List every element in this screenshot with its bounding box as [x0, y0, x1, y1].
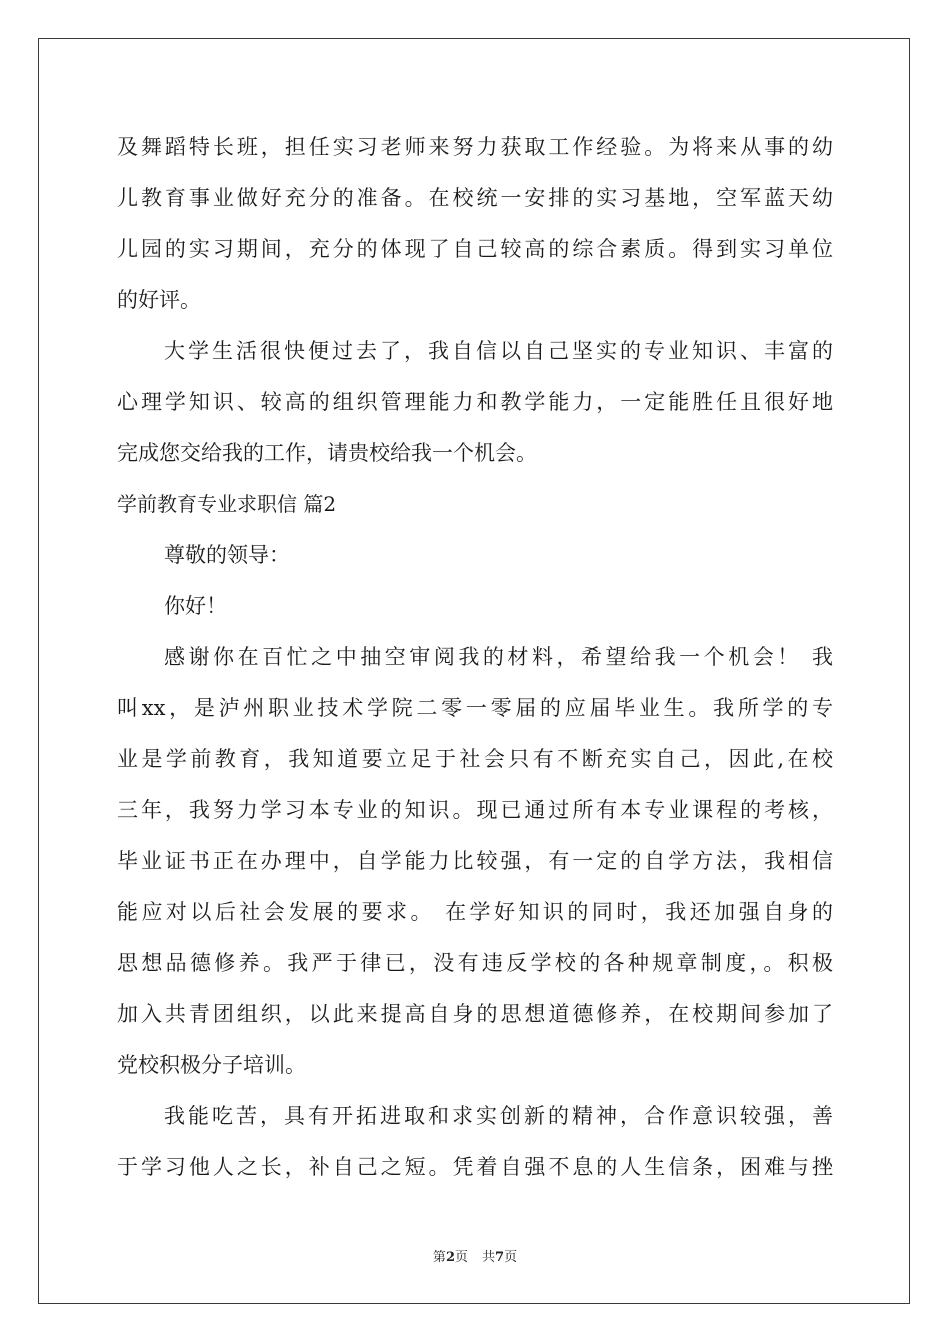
text-line: 你好！: [164, 594, 227, 618]
text-line: 完成您交给我的工作，请贵校给我一个机会。: [117, 441, 537, 465]
page-number: 2: [445, 1250, 455, 1265]
page-footer: [0, 1246, 950, 1265]
page-prefix: 第: [432, 1250, 446, 1265]
total-pages: 7: [495, 1250, 505, 1265]
total-prefix: 共: [482, 1250, 496, 1265]
text-line: 儿园的实习期间，充分的体现了自己较高的综合素质。得到实习单位: [117, 237, 833, 261]
page-suffix: 页: [454, 1250, 468, 1265]
text-line: 叫xx，是泸州职业技术学院二零一零届的应届毕业生。我所学的专: [117, 696, 833, 720]
document-body: [117, 126, 833, 1197]
section-heading: 学前教育专业求职信 篇2: [117, 492, 337, 516]
text-line: 思想品德修养。我严于律已，没有违反学校的各种规章制度，。积极: [117, 951, 833, 975]
text-line: 我能吃苦，具有开拓进取和求实创新的精神，合作意识较强，善: [164, 1104, 833, 1128]
text-line: 于学习他人之长，补自己之短。凭着自强不息的人生信条，困难与挫: [117, 1155, 833, 1179]
text-line: 党校积极分子培训。: [117, 1053, 306, 1077]
text-line: 三年，我努力学习本专业的知识。现已通过所有本专业课程的考核，: [117, 798, 833, 822]
total-suffix: 页: [504, 1250, 518, 1265]
text-line: 能应对以后社会发展的要求。 在学好知识的同时，我还加强自身的: [117, 900, 833, 924]
text-line: 儿教育事业做好充分的准备。在校统一安排的实习基地，空军蓝天幼: [117, 186, 833, 210]
text-line: 感谢你在百忙之中抽空审阅我的材料，希望给我一个机会！ 我: [164, 645, 833, 669]
text-line: 尊敬的领导：: [164, 543, 290, 567]
text-line: 大学生活很快便过去了，我自信以自己坚实的专业知识、丰富的: [164, 339, 833, 363]
text-line: 心理学知识、较高的组织管理能力和教学能力，一定能胜任且很好地: [117, 390, 833, 414]
text-line: 业是学前教育，我知道要立足于社会只有不断充实自己，因此,在校: [117, 747, 833, 771]
text-line: 加入共青团组织，以此来提高自身的思想道德修养，在校期间参加了: [117, 1002, 833, 1026]
text-line: 及舞蹈特长班，担任实习老师来努力获取工作经验。为将来从事的幼: [117, 135, 833, 159]
text-line: 的好评。: [117, 288, 201, 312]
text-line: 毕业证书正在办理中，自学能力比较强，有一定的自学方法，我相信: [117, 849, 833, 873]
